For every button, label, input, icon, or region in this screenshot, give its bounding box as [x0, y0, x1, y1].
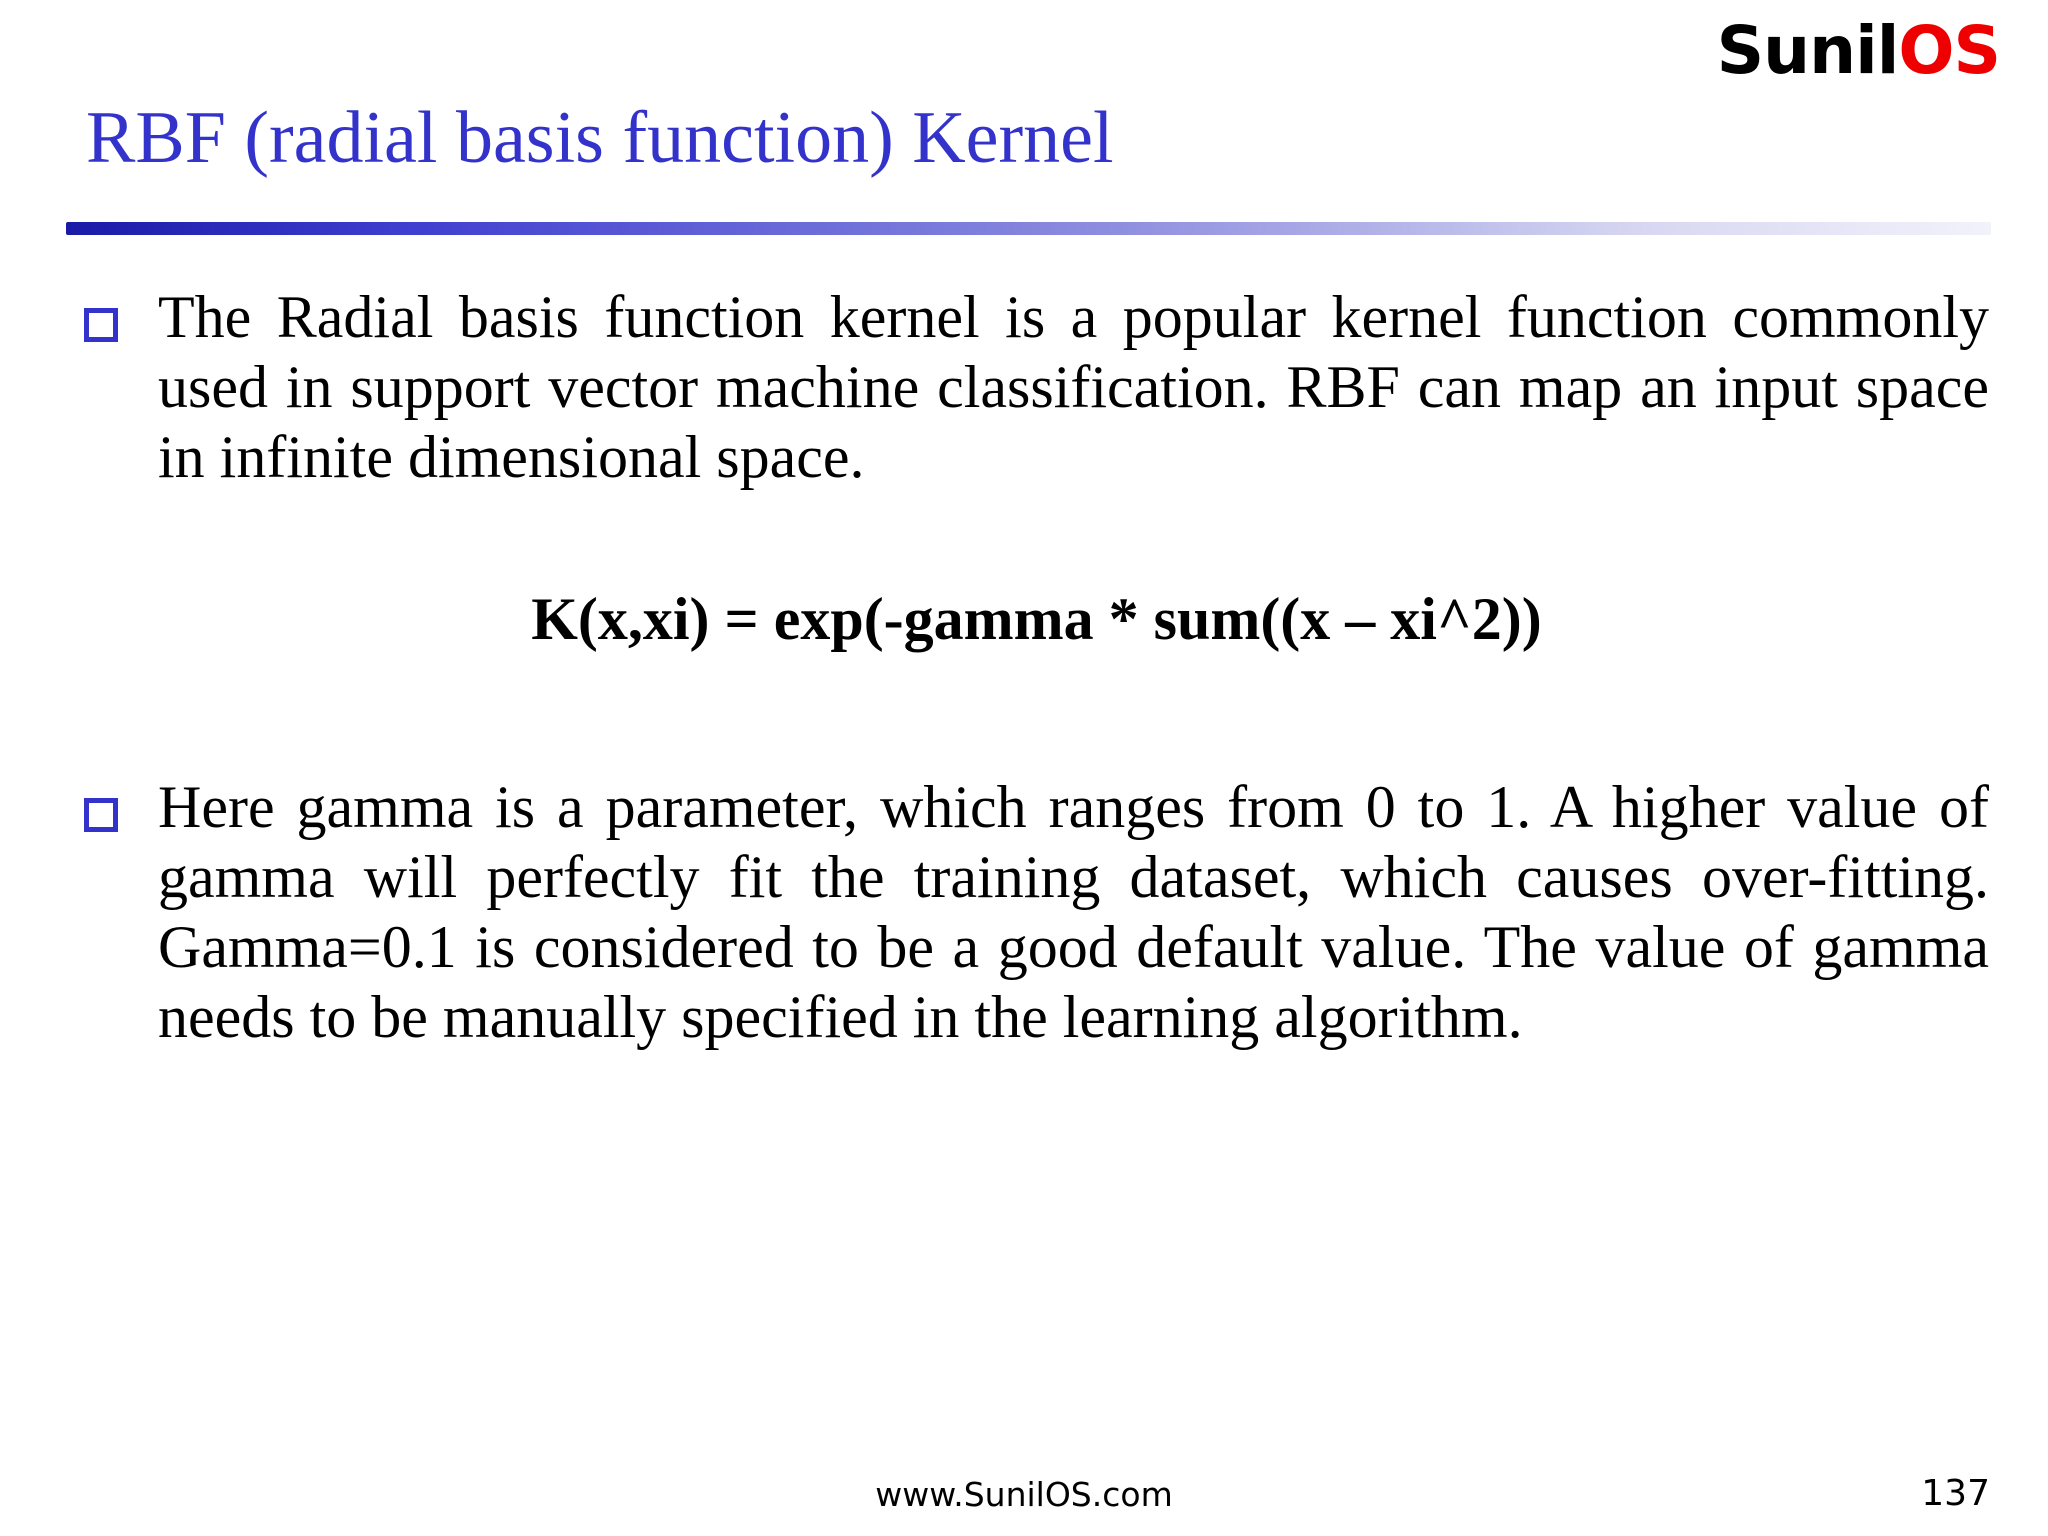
title-divider	[66, 222, 1991, 235]
formula-text: K(x,xi) = exp(-gamma * sum((x – xi^2))	[531, 585, 1542, 652]
page-number: 137	[1921, 1473, 1990, 1514]
spacer	[84, 654, 1989, 772]
logo-text-os: OS	[1898, 12, 2000, 89]
list-item-text: Here gamma is a parameter, which ranges from 0 to 1. A higher value of gamma will perfectly fit the training dataset, which causes over-fitting. Gamma=0.1 is considered to be a good default value. The value of gamma needs to be manually specified in the learning algorithm.	[158, 773, 1989, 1051]
sunilos-logo	[1716, 12, 2000, 89]
list-item-text: The Radial basis function kernel is a popular kernel function commonly used in support vector machine classification. RBF can map an input space in infinite dimensional space.	[158, 284, 1989, 491]
page-title: RBF (radial basis function) Kernel	[86, 97, 1114, 179]
slide-body	[84, 282, 1989, 1052]
checkbox-bullet-icon	[84, 772, 158, 840]
logo-text-sunil: Sunil	[1716, 12, 1899, 89]
list-item	[84, 772, 1989, 1053]
list-item	[84, 282, 1989, 493]
checkbox-bullet-icon	[84, 282, 158, 350]
footer-url: www.SunilOS.com	[875, 1475, 1173, 1514]
